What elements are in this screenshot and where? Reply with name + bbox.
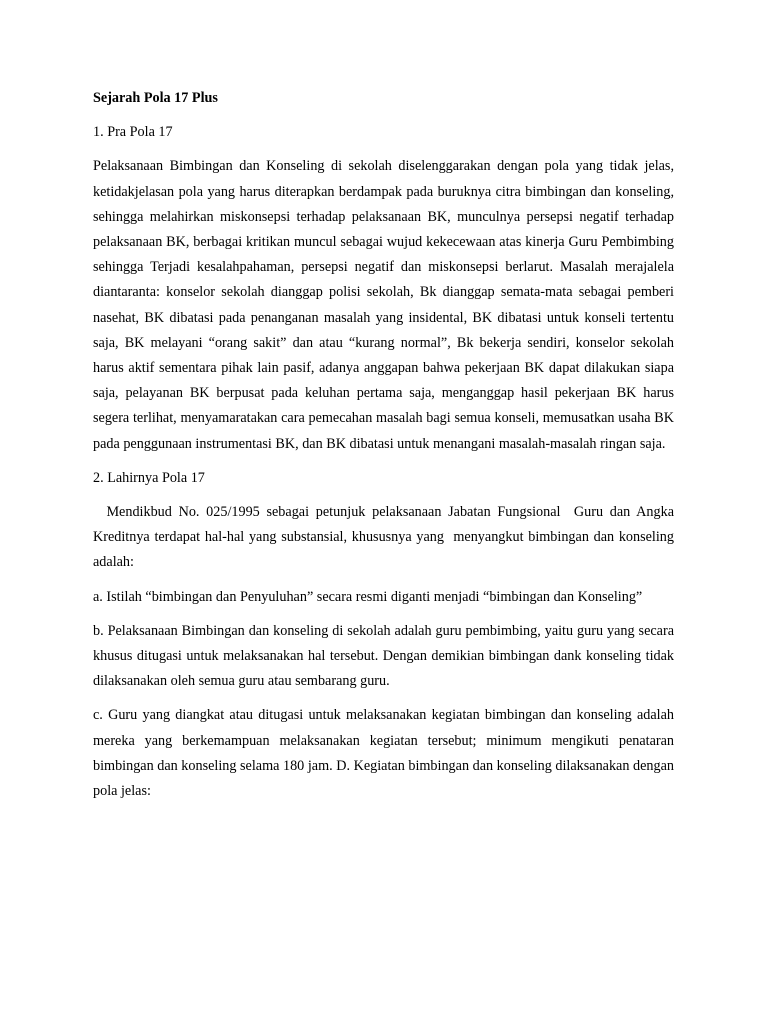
section-heading-pra-pola-17: 1. Pra Pola 17 [93, 124, 173, 141]
section-intro-lahirnya-pola-17: Mendikbud No. 025/1995 sebagai petunjuk pelaksanaan Jabatan Fungsional Guru dan Angka Kreditnya terdapat hal-hal yang substansial, khususnya yang menyangkut bimbingan dan konseling adalah: [93, 504, 678, 571]
document-body [93, 86, 678, 813]
list-item-a: a. Istilah “bimbingan dan Penyuluhan” secara resmi diganti menjadi “bimbingan dan Konseling” [93, 588, 643, 605]
section-paragraph-pra-pola-17: Pelaksanaan Bimbingan dan Konseling di sekolah diselenggarakan dengan pola yang tidak jelas, ketidakjelasan pola yang harus diterapkan berdampak pada buruknya citra bimbingan dan konseling, sehingga melahirkan miskonsepsi terhadap pelaksanaan BK, munculnya persepsi negatif terhadap pelaksanaan BK, berbagai kritikan muncul sebagai wujud kekecewaan atas kinerja Guru Pembimbing sehingga Terjadi kesalahpahaman, persepsi negatif dan miskonsepsi berlarut. Masalah merajalela diantaranta: konselor sekolah dianggap polisi sekolah, Bk dianggap semata-mata sebagai pemberi nasehat, BK dibatasi pada penanganan masalah yang insidental, BK dibatasi untuk konseli tertentu saja, BK melayani “orang sakit” dan atau “kurang normal”, Bk bekerja sendiri, konselor sekolah harus aktif sementara pihak lain pasif, adanya anggapan bahwa pekerjaan BK dapat dilakukan siapa saja, pelayanan BK berpusat pada keluhan pertama saja, menganggap hasil pekerjaan BK harus segera terlihat, menyamaratakan cara pemecahan masalah bagi semua konseli, memusatkan usaha BK pada penggunaan instrumentasi BK, dan BK dibatasi untuk menangani masalah-masalah ringan saja. [93, 158, 674, 452]
list-item-b: b. Pelaksanaan Bimbingan dan konseling di sekolah adalah guru pembimbing, yaitu guru yang secara khusus ditugasi untuk melaksanakan hal tersebut. Dengan demikian bimbingan dank konseling tidak dilaksanakan oleh semua guru atau sembarang guru. [93, 622, 674, 690]
list-item-c: c. Guru yang diangkat atau ditugasi untuk melaksanakan kegiatan bimbingan dan konseling adalah mereka yang berkemampuan melaksanakan kegiatan tersebut; minimum mengikuti penataran bimbingan dan konseling selama 180 jam. D. Kegiatan bimbingan dan konseling dilaksanakan dengan pola jelas: [93, 707, 674, 800]
document-title: Sejarah Pola 17 Plus [93, 90, 218, 106]
section-heading-lahirnya-pola-17: 2. Lahirnya Pola 17 [93, 469, 205, 486]
